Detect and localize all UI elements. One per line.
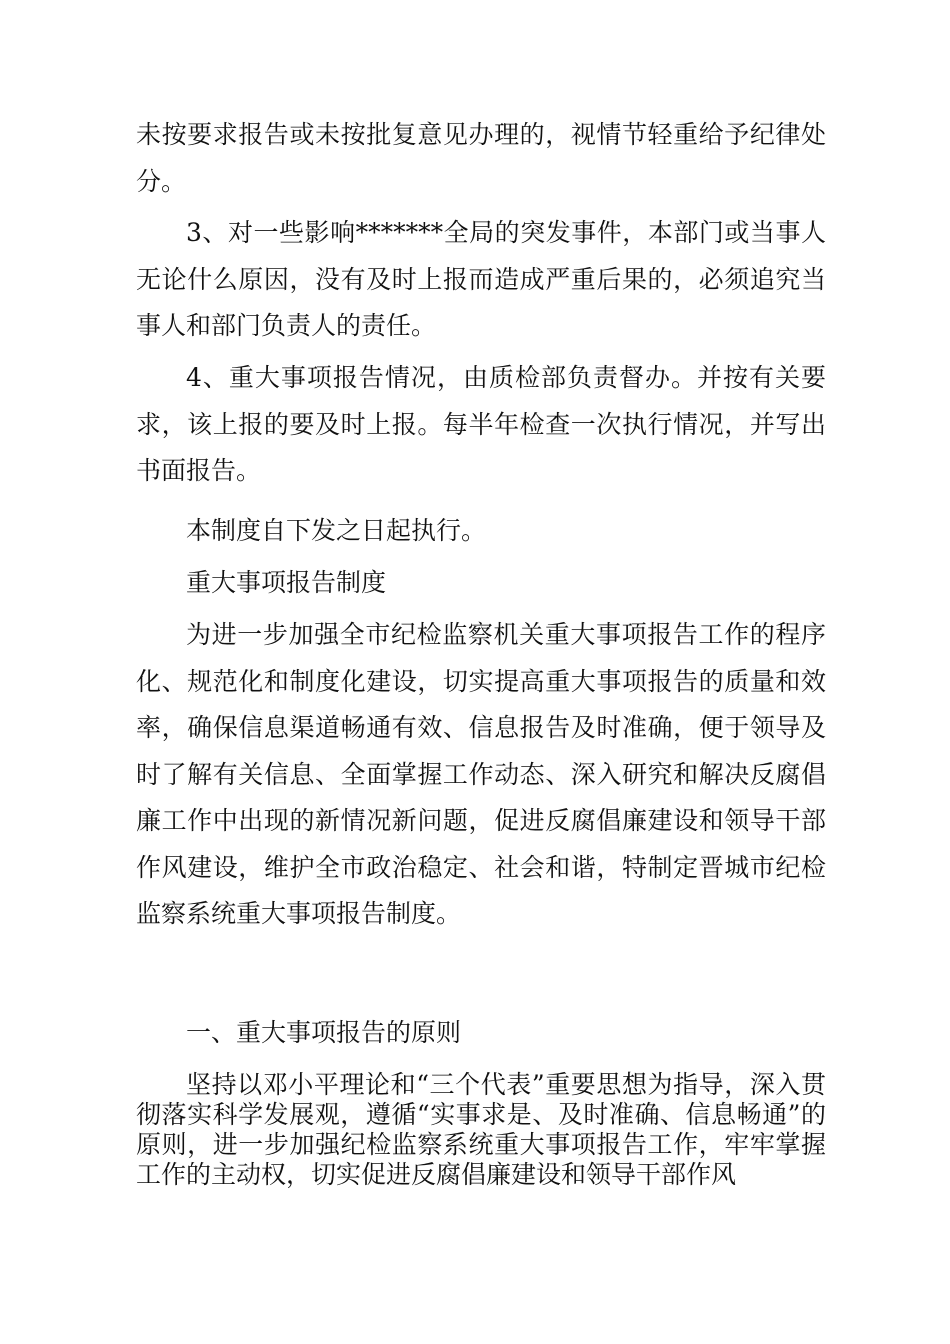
section-title: 重大事项报告制度 xyxy=(186,568,387,597)
paragraph-effective-date: 本制度自下发之日起执行。 xyxy=(186,516,487,545)
paragraph-discipline-clause: 未按要求报告或未按批复意见办理的，视情节轻重给予纪律处分。 xyxy=(136,120,826,196)
paragraph-item-3: 3、对一些影响*******全局的突发事件，本部门或当事人无论什么原因，没有及时上报而造成严重后果的，必须追究当事人和部门负责人的责任。 xyxy=(136,218,826,340)
heading-principles: 一、重大事项报告的原则 xyxy=(186,1018,462,1047)
paragraph-item-4: 4、重大事项报告情况，由质检部负责督办。并按有关要求，该上报的要及时上报。每半年检查一次执行情况，并写出书面报告。 xyxy=(136,363,826,485)
paragraph-principles: 坚持以邓小平理论和“三个代表”重要思想为指导，深入贯彻落实科学发展观，遵循“实事求是、及时准确、信息畅通”的原则，进一步加强纪检监察系统重大事项报告工作，牢牢掌握工作的主动权，切实促进反腐倡廉建设和领导干部作风 xyxy=(136,1070,826,1189)
paragraph-intro: 为进一步加强全市纪检监察机关重大事项报告工作的程序化、规范化和制度化建设，切实提高重大事项报告的质量和效率，确保信息渠道畅通有效、信息报告及时准确，便于领导及时了解有关信息、全面掌握工作动态、深入研究和解决反腐倡廉工作中出现的新情况新问题，促进反腐倡廉建设和领导干部作风建设，维护全市政治稳定、社会和谐，特制定晋城市纪检监察系统重大事项报告制度。 xyxy=(136,620,826,928)
